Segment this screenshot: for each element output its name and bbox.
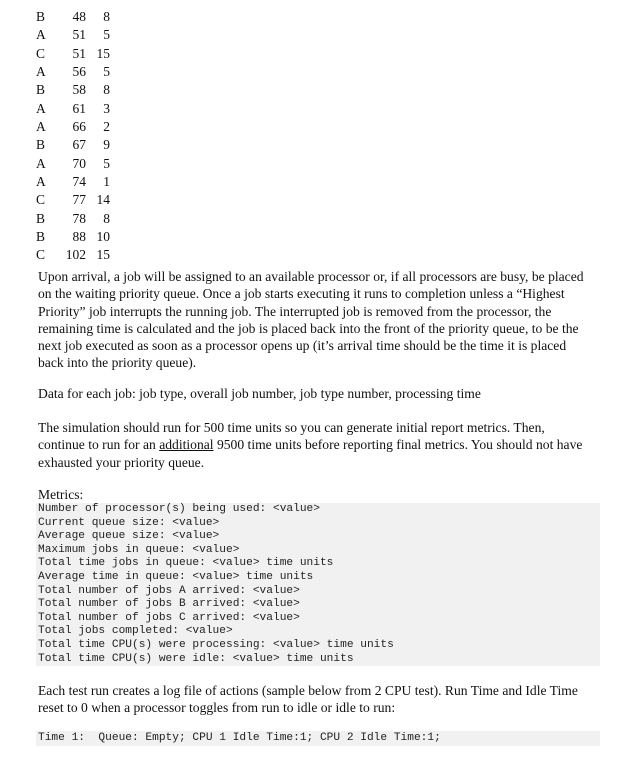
job-number-cell: 70: [72, 155, 86, 171]
metrics-line: Total number of jobs B arrived: <value>: [38, 598, 300, 611]
metrics-code-block: [36, 503, 600, 666]
job-time-cell: 15: [96, 45, 110, 61]
metrics-line: Total number of jobs A arrived: <value>: [38, 584, 300, 597]
metrics-line: Total number of jobs C arrived: <value>: [38, 611, 300, 624]
data-description-paragraph: Data for each job: job type, overall job number, job type number, processing time: [38, 386, 481, 401]
metrics-line: Average time in queue: <value> time units: [38, 570, 314, 583]
job-number-cell: 67: [72, 137, 86, 153]
job-row: [36, 118, 110, 136]
job-row: [36, 155, 110, 173]
job-time-cell: 14: [96, 192, 110, 208]
job-time-cell: 9: [103, 137, 110, 153]
job-type-cell: B: [36, 137, 46, 153]
simulation-text-start: The simulation should run for 500 time units so you can generate initial report metrics. Then, continue to run for an: [38, 420, 545, 453]
underlined-additional: additional: [159, 437, 214, 453]
job-time-cell: 8: [103, 82, 110, 98]
arrival-paragraph: Upon arrival, a job will be assigned to an available processor or, if all processors are busy, be placed on the waiting priority queue. Once a job starts executing it runs to completion unless a “Highest Priority” job interrupts the running job. The interrupted job is removed from the processor, the remaining time is calculated and the job is placed back into the front of the priority queue, to be the next job executed as soon as a processor opens up (it’s arrival time should be the time it is placed back into the priority queue).: [38, 269, 584, 371]
metrics-line: Average queue size: <value>: [38, 530, 220, 543]
metrics-line: Total time CPU(s) were processing: <value> time units: [38, 638, 394, 651]
job-type-cell: A: [36, 155, 46, 171]
job-time-cell: 3: [103, 100, 110, 116]
job-number-cell: 77: [72, 192, 86, 208]
job-type-cell: C: [36, 45, 46, 61]
job-row: [36, 8, 110, 26]
simulation-paragraph: [38, 419, 594, 471]
job-number-cell: 88: [72, 229, 86, 245]
job-type-cell: C: [36, 192, 46, 208]
job-row: [36, 210, 110, 228]
job-time-cell: 2: [103, 119, 110, 135]
job-table: [36, 8, 110, 265]
log-sample-code: Time 1: Queue: Empty; CPU 1 Idle Time:1; CPU 2 Idle Time:1;: [36, 731, 600, 746]
metrics-line: Total jobs completed: <value>: [38, 625, 233, 638]
job-type-cell: A: [36, 27, 46, 43]
job-number-cell: 78: [72, 210, 86, 226]
job-row: [36, 246, 110, 264]
metrics-line: Current queue size: <value>: [38, 516, 220, 529]
job-time-cell: 5: [103, 64, 110, 80]
job-row: [36, 173, 110, 191]
job-type-cell: C: [36, 247, 46, 263]
job-number-cell: 102: [65, 247, 86, 263]
job-number-cell: 56: [72, 64, 86, 80]
job-type-cell: B: [36, 210, 46, 226]
metrics-line: Total time CPU(s) were idle: <value> time units: [38, 652, 354, 665]
job-type-cell: A: [36, 119, 46, 135]
job-type-cell: A: [36, 64, 46, 80]
job-type-cell: A: [36, 100, 46, 116]
job-rows: [36, 8, 110, 265]
job-row: [36, 228, 110, 246]
job-time-cell: 1: [103, 174, 110, 190]
job-row: [36, 45, 110, 63]
job-row: [36, 81, 110, 99]
job-number-cell: 58: [72, 82, 86, 98]
job-type-cell: B: [36, 229, 46, 245]
job-time-cell: 5: [103, 27, 110, 43]
job-row: [36, 63, 110, 81]
log-description-paragraph: Each test run creates a log file of actions (sample below from 2 CPU test). Run Time and Idle Time reset to 0 when a processor toggles from run to idle or idle to run:: [38, 683, 578, 716]
metrics-heading: Metrics:: [38, 487, 84, 502]
job-number-cell: 61: [72, 100, 86, 116]
job-type-cell: B: [36, 9, 46, 24]
simulation-text-end: 9500 time units before reporting final metrics. You should not have exhausted your priority queue.: [38, 437, 583, 470]
job-time-cell: 8: [103, 210, 110, 226]
job-time-cell: 10: [96, 229, 110, 245]
job-time-cell: 8: [103, 9, 110, 24]
metrics-line: Total time jobs in queue: <value> time units: [38, 557, 334, 570]
metrics-line: Number of processor(s) being used: <value>: [38, 503, 320, 515]
job-time-cell: 5: [103, 155, 110, 171]
job-type-cell: B: [36, 82, 46, 98]
job-number-cell: 66: [72, 119, 86, 135]
job-number-cell: 48: [72, 9, 86, 24]
job-row: [36, 26, 110, 44]
job-number-cell: 51: [72, 27, 86, 43]
job-time-cell: 15: [96, 247, 110, 263]
job-number-cell: 74: [72, 174, 86, 190]
job-row: [36, 191, 110, 209]
job-number-cell: 51: [72, 45, 86, 61]
metrics-line: Maximum jobs in queue: <value>: [38, 543, 240, 556]
job-type-cell: A: [36, 174, 46, 190]
job-row: [36, 100, 110, 118]
job-row: [36, 136, 110, 154]
